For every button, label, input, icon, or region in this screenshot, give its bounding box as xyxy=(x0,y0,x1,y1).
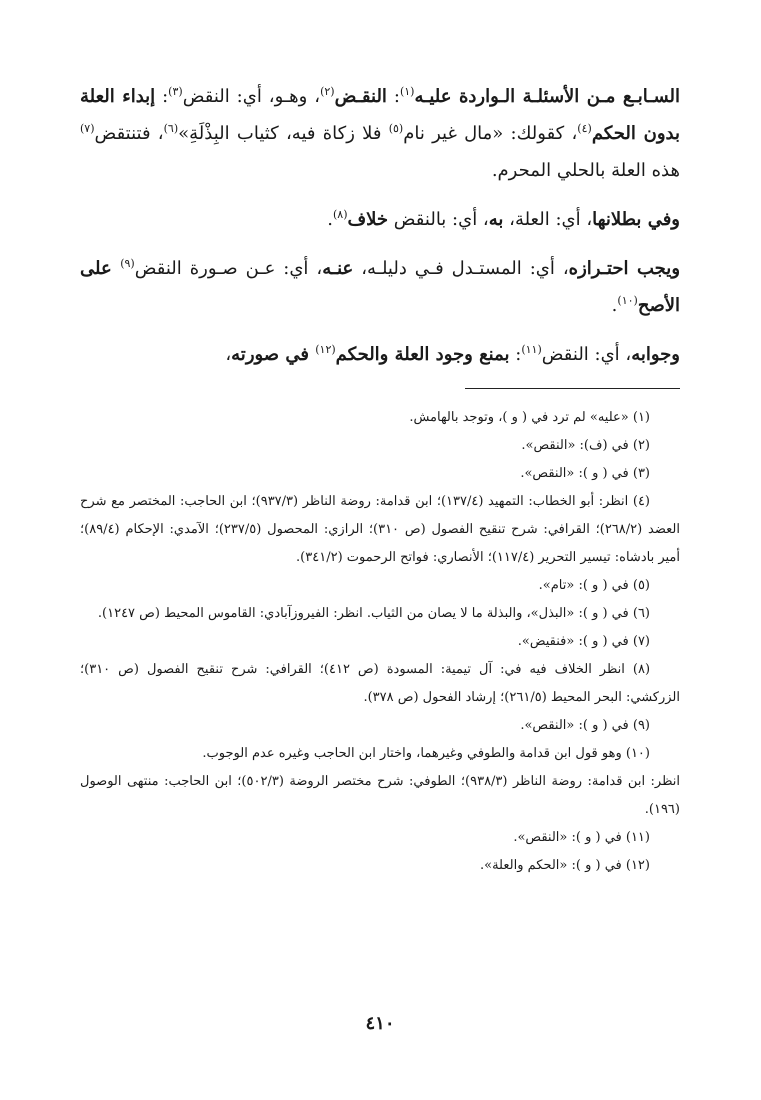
paragraph-answer xyxy=(80,336,680,373)
bold-text: في صورته xyxy=(231,344,316,365)
footnote-ref: (٦) xyxy=(163,122,179,135)
footnote-6: (٦) في ( و ): «البذل»، والبذلة ما لا يصان من الثياب. انظر: الفيروزآبادي: القاموس المحيط (ص ١٢٤٧). xyxy=(97,606,650,621)
footnote-3: (٣) في ( و ): «النقص». xyxy=(520,466,650,481)
footnote-11: (١١) في ( و ): «النقص». xyxy=(513,830,650,845)
text-span: ، كقولك: «مال غير نام xyxy=(403,123,578,144)
paragraph-naqd xyxy=(80,78,680,189)
text-span: ، فتنتقض xyxy=(94,123,164,144)
bold-text: ويجب احتـرازه xyxy=(568,258,681,279)
footnote-divider xyxy=(465,388,680,389)
bold-text: وفي بطلانها xyxy=(592,209,680,230)
text-span: ، أي: المستـدل فـي دليلـه، xyxy=(353,258,569,279)
footnote-ref: (٣) xyxy=(168,85,183,98)
footnote-ref: (٩) xyxy=(120,257,135,270)
text-span: هذه العلة بالحلي المحرم. xyxy=(491,160,680,181)
footnote-9: (٩) في ( و ): «النقص». xyxy=(520,718,650,733)
footnote-4: (٤) انظر: أبو الخطاب: التمهيد (١٣٧/٤)؛ ابن قدامة: روضة الناظر (٩٣٧/٣)؛ ابن الحاجب: المختصر مع شرح العضد (٢٦٨/٢)؛ القرافي: شرح تنقيح الفصول (ص ٣١٠)؛ الرازي: المحصول (٢٣٧/٥)؛ الآمدي: الإحكام (٨٩/٤)؛ أمير بادشاه: تيسير التحرير (١١٧/٤)؛ الأنصاري: فواتح الرحموت (٣٤١/٢). xyxy=(80,494,680,565)
footnote-10: (١٠) وهو قول ابن قدامة والطوفي وغيرهما، واختار ابن الحاجب وغيره عدم الوجوب. xyxy=(202,746,650,761)
text-span: ، أي: عـن صـورة النقض xyxy=(134,258,323,279)
page xyxy=(80,78,680,1078)
text-span: فلا زكاة فيه، كثياب البِذْلَةِ» xyxy=(178,123,389,144)
footnote-ref: (٧) xyxy=(80,122,95,135)
paragraph-invalidity xyxy=(80,201,680,238)
footnote-ref: (١٢) xyxy=(315,343,336,356)
footnote-8: (٨) انظر الخلاف فيه في: آل تيمية: المسودة (ص ٤١٢)؛ القرافي: شرح تنقيح الفصول (ص ٣١٠)؛ الزركشي: البحر المحيط (٢٦١/٥)؛ إرشاد الفحول (ص ٣٧٨). xyxy=(80,662,680,705)
question-heading: السـابـع مـن الأسئلـة الـواردة عليـه xyxy=(414,86,681,107)
bold-text: خلاف xyxy=(347,209,389,230)
page-number: ٤١٠ xyxy=(365,1013,395,1034)
footnote-5: (٥) في ( و ): «تام». xyxy=(538,578,650,593)
bold-text: على الأصح xyxy=(80,258,680,316)
definition-bold: إبداء العلة بدون الحكم xyxy=(80,86,680,144)
footnote-7: (٧) في ( و ): «فنقيض». xyxy=(517,634,650,649)
text-span: ، أي: بالنقض xyxy=(388,209,489,230)
footnote-ref: (٢) xyxy=(320,85,335,98)
text-span: . xyxy=(611,295,618,316)
footnote-ref: (١٠) xyxy=(617,294,638,307)
footnote-ref: (١) xyxy=(399,85,415,98)
bold-text: بمنع وجود العلة والحكم xyxy=(335,344,510,365)
text-span: ، أي: النقض xyxy=(541,344,632,365)
term-naqd: النقـض xyxy=(334,86,387,107)
text-span: : xyxy=(509,344,522,365)
footnote-10-continued: انظر: ابن قدامة: روضة الناظر (٩٣٨/٣)؛ الطوفي: شرح مختصر الروضة (٥٠٢/٣)؛ ابن الحاجب: منتهى الوصول (١٩٦). xyxy=(80,774,680,817)
text-span: ، أي: العلة، xyxy=(503,209,593,230)
text-span: ، وهـو، أي: النقض xyxy=(182,86,321,107)
text-span: : xyxy=(386,86,400,107)
bold-text: وجوابه xyxy=(631,344,680,365)
main-text xyxy=(80,78,680,373)
paragraph-precaution xyxy=(80,250,680,324)
footnote-1: (١) «عليه» لم ترد في ( و )، وتوجد بالهامش. xyxy=(409,410,650,425)
footnote-ref: (٥) xyxy=(388,122,404,135)
footnote-12: (١٢) في ( و ): «الحكم والعلة». xyxy=(480,858,650,873)
footnotes xyxy=(80,404,680,880)
bold-text: عنـه xyxy=(322,258,354,279)
footnote-ref: (٤) xyxy=(577,122,592,135)
footnote-ref: (١١) xyxy=(521,343,542,356)
bold-text: به xyxy=(488,209,504,230)
footnote-ref: (٨) xyxy=(332,208,348,221)
text-span: . xyxy=(327,209,333,230)
text-span: ، xyxy=(225,344,232,365)
text-span: : xyxy=(155,86,169,107)
footnote-2: (٢) في (ف): «النقص». xyxy=(521,438,650,453)
